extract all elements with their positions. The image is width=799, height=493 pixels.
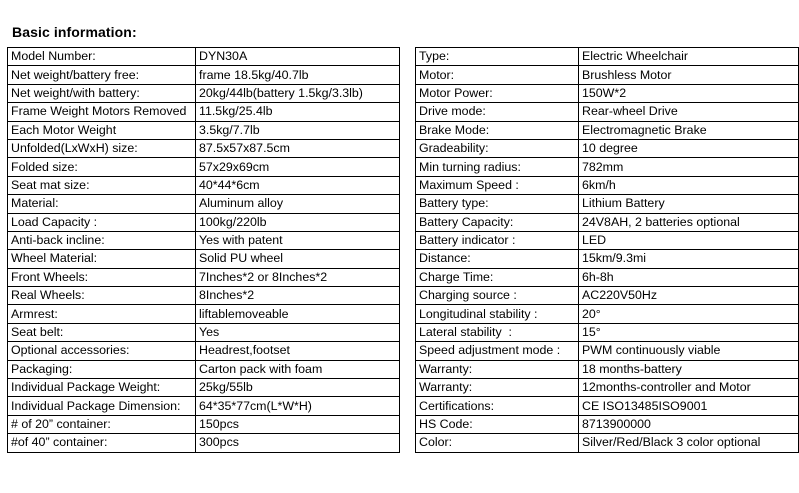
spec-label: Lateral stability :: [416, 323, 579, 341]
spec-value: 11.5kg/25.4lb: [196, 103, 400, 121]
spec-label: #of 40” container:: [8, 434, 196, 452]
spec-value: Carton pack with foam: [196, 360, 400, 378]
spec-row: [8, 250, 400, 268]
spec-label: Certifications:: [416, 397, 579, 415]
spec-row: [8, 158, 400, 176]
spec-row: [8, 379, 400, 397]
section-heading: Basic information:: [12, 24, 137, 40]
spec-label: Type:: [416, 48, 579, 66]
spec-label: Color:: [416, 434, 579, 452]
spec-row: [8, 84, 400, 102]
spec-row: [416, 195, 799, 213]
spec-row: [416, 66, 799, 84]
spec-label: Front Wheels:: [8, 268, 196, 286]
spec-value: AC220V50Hz: [579, 287, 799, 305]
spec-value: 87.5x57x87.5cm: [196, 139, 400, 157]
spec-value: Rear-wheel Drive: [579, 103, 799, 121]
spec-label: Brake Mode:: [416, 121, 579, 139]
spec-row: [416, 250, 799, 268]
spec-label: Wheel Material:: [8, 250, 196, 268]
spec-row: [416, 121, 799, 139]
spec-label: Battery indicator :: [416, 231, 579, 249]
spec-row: [416, 103, 799, 121]
spec-value: 300pcs: [196, 434, 400, 452]
spec-label: Individual Package Weight:: [8, 379, 196, 397]
spec-label: Net weight/battery free:: [8, 66, 196, 84]
right-spec-table: [415, 47, 799, 453]
spec-value: 15°: [579, 323, 799, 341]
spec-label: Each Motor Weight: [8, 121, 196, 139]
spec-row: [416, 213, 799, 231]
spec-label: Distance:: [416, 250, 579, 268]
spec-value: 150W*2: [579, 84, 799, 102]
spec-label: Min turning radius:: [416, 158, 579, 176]
spec-label: Unfolded(LxWxH) size:: [8, 139, 196, 157]
spec-value: 7Inches*2 or 8Inches*2: [196, 268, 400, 286]
spec-row: [8, 360, 400, 378]
spec-row: [8, 213, 400, 231]
spec-value: 150pcs: [196, 415, 400, 433]
spec-row: [416, 305, 799, 323]
spec-value: LED: [579, 231, 799, 249]
spec-value: 8Inches*2: [196, 287, 400, 305]
spec-value: Aluminum alloy: [196, 195, 400, 213]
spec-value: 8713900000: [579, 415, 799, 433]
spec-row: [8, 121, 400, 139]
spec-row: [416, 158, 799, 176]
spec-value: 100kg/220lb: [196, 213, 400, 231]
spec-label: Frame Weight Motors Removed: [8, 103, 196, 121]
spec-row: [8, 48, 400, 66]
spec-row: [8, 397, 400, 415]
spec-value: 10 degree: [579, 139, 799, 157]
spec-value: 12months-controller and Motor: [579, 379, 799, 397]
spec-label: # of 20” container:: [8, 415, 196, 433]
spec-value: Brushless Motor: [579, 66, 799, 84]
spec-label: Model Number:: [8, 48, 196, 66]
spec-label: Gradeability:: [416, 139, 579, 157]
spec-value: Electromagnetic Brake: [579, 121, 799, 139]
spec-row: [416, 48, 799, 66]
spec-row: [416, 434, 799, 452]
spec-row: [8, 176, 400, 194]
spec-label: Folded size:: [8, 158, 196, 176]
spec-row: [416, 379, 799, 397]
spec-row: [416, 397, 799, 415]
spec-value: Solid PU wheel: [196, 250, 400, 268]
spec-row: [8, 139, 400, 157]
spec-value: PWM continuously viable: [579, 342, 799, 360]
spec-label: Net weight/with battery:: [8, 84, 196, 102]
spec-value: 64*35*77cm(L*W*H): [196, 397, 400, 415]
spec-label: Armrest:: [8, 305, 196, 323]
spec-row: [8, 415, 400, 433]
spec-value: DYN30A: [196, 48, 400, 66]
spec-value: 3.5kg/7.7lb: [196, 121, 400, 139]
spec-row: [416, 231, 799, 249]
spec-value: Yes: [196, 323, 400, 341]
spec-label: Individual Package Dimension:: [8, 397, 196, 415]
spec-value: Electric Wheelchair: [579, 48, 799, 66]
spec-value: 18 months-battery: [579, 360, 799, 378]
spec-row: [416, 415, 799, 433]
spec-row: [8, 434, 400, 452]
spec-label: Longitudinal stability :: [416, 305, 579, 323]
spec-value: 6h-8h: [579, 268, 799, 286]
spec-label: Warranty:: [416, 379, 579, 397]
spec-value: 782mm: [579, 158, 799, 176]
spec-label: Battery Capacity:: [416, 213, 579, 231]
spec-row: [416, 84, 799, 102]
spec-label: Battery type:: [416, 195, 579, 213]
spec-row: [416, 360, 799, 378]
spec-label: Anti-back incline:: [8, 231, 196, 249]
spec-value: 24V8AH, 2 batteries optional: [579, 213, 799, 231]
spec-label: Motor Power:: [416, 84, 579, 102]
spec-value: CE ISO13485ISO9001: [579, 397, 799, 415]
spec-value: 20kg/44lb(battery 1.5kg/3.3lb): [196, 84, 400, 102]
spec-label: Charge Time:: [416, 268, 579, 286]
spec-row: [416, 268, 799, 286]
spec-value: frame 18.5kg/40.7lb: [196, 66, 400, 84]
spec-row: [8, 66, 400, 84]
spec-value: 20°: [579, 305, 799, 323]
spec-row: [416, 342, 799, 360]
left-spec-table: [7, 47, 400, 453]
spec-value: Yes with patent: [196, 231, 400, 249]
spec-value: Lithium Battery: [579, 195, 799, 213]
spec-label: Charging source :: [416, 287, 579, 305]
spec-value: Silver/Red/Black 3 color optional: [579, 434, 799, 452]
spec-label: Maximum Speed :: [416, 176, 579, 194]
spec-value: 25kg/55lb: [196, 379, 400, 397]
spec-row: [8, 342, 400, 360]
spec-row: [8, 231, 400, 249]
spec-label: Seat belt:: [8, 323, 196, 341]
spec-label: Material:: [8, 195, 196, 213]
spec-row: [416, 287, 799, 305]
spec-row: [8, 323, 400, 341]
spec-label: HS Code:: [416, 415, 579, 433]
spec-label: Speed adjustment mode :: [416, 342, 579, 360]
spec-label: Seat mat size:: [8, 176, 196, 194]
spec-label: Load Capacity :: [8, 213, 196, 231]
spec-row: [8, 195, 400, 213]
spec-label: Real Wheels:: [8, 287, 196, 305]
spec-row: [8, 268, 400, 286]
spec-row: [8, 287, 400, 305]
spec-value: Headrest,footset: [196, 342, 400, 360]
spec-row: [416, 176, 799, 194]
spec-row: [8, 103, 400, 121]
spec-label: Motor:: [416, 66, 579, 84]
spec-row: [416, 139, 799, 157]
spec-row: [8, 305, 400, 323]
spec-value: 6km/h: [579, 176, 799, 194]
spec-row: [416, 323, 799, 341]
spec-label: Optional accessories:: [8, 342, 196, 360]
spec-label: Warranty:: [416, 360, 579, 378]
spec-value: 57x29x69cm: [196, 158, 400, 176]
spec-value: liftablemoveable: [196, 305, 400, 323]
spec-label: Packaging:: [8, 360, 196, 378]
spec-value: 40*44*6cm: [196, 176, 400, 194]
spec-value: 15km/9.3mi: [579, 250, 799, 268]
spec-label: Drive mode:: [416, 103, 579, 121]
